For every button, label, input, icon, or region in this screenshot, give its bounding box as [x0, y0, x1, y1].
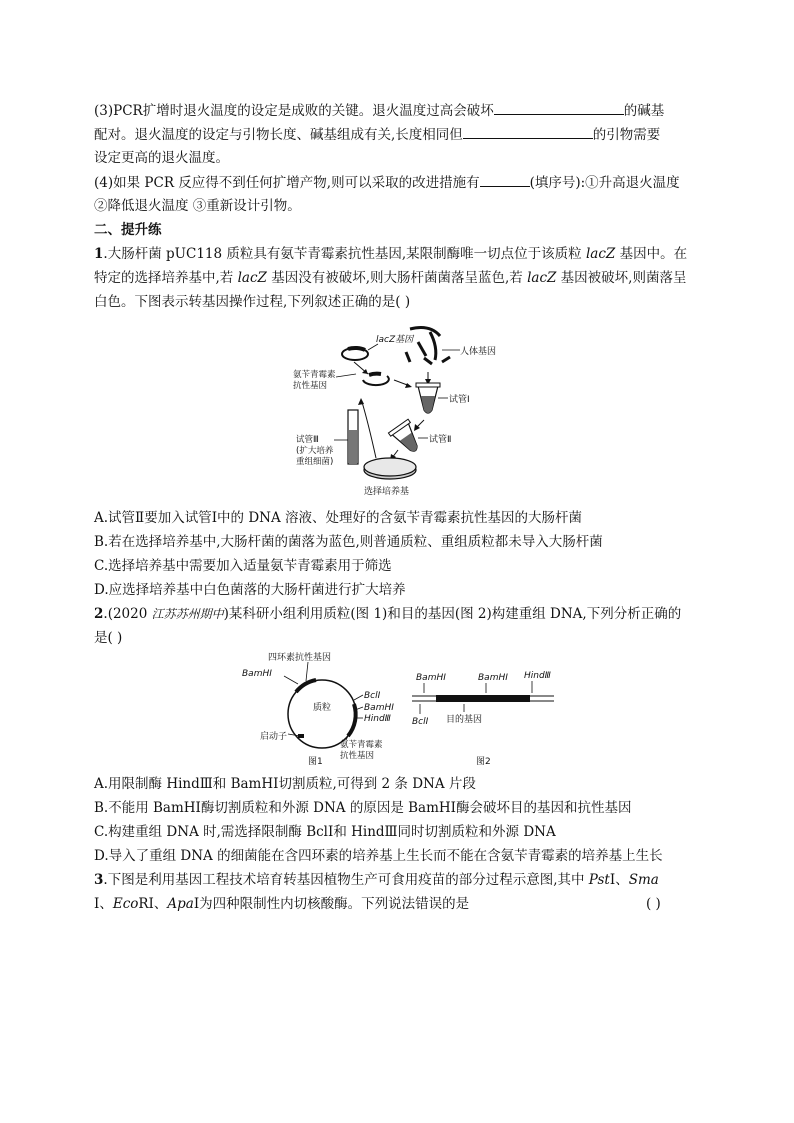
- p3-line-1: 3.下图是利用基因工程技术培育转基因植物生产可食用疫苗的部分过程示意图,其中 PstⅠ、Sma: [94, 872, 659, 888]
- tube-3-label-2: (扩大培养: [296, 446, 334, 456]
- cut-plasmid: [363, 376, 389, 385]
- p1-option-d[interactable]: D.应选择培养基中白色菌落的大肠杆菌进行扩大培养: [94, 582, 406, 598]
- answer-blank[interactable]: [494, 100, 624, 115]
- tube-2-label: 试管Ⅱ: [429, 435, 452, 445]
- q4-line-2: ②降低退火温度 ③重新设计引物。: [94, 198, 301, 214]
- target-gene-label: 目的基因: [446, 715, 483, 725]
- plasmid-label: 质粒: [313, 703, 332, 713]
- p3-answer-paren: ( ): [646, 896, 661, 912]
- fig1-caption: 图1: [308, 757, 323, 767]
- g-bcl1-label: BclⅠ: [412, 717, 429, 727]
- target-gene-segment: [436, 695, 530, 702]
- g-bamh1-b-label: BamHⅠ: [478, 673, 508, 683]
- lacz-label: lacZ基因: [376, 335, 414, 345]
- amp-label-1: 氨苄青霉素: [340, 740, 383, 750]
- tet-label: 四环素抗性基因: [268, 653, 332, 663]
- q3-line-3: 设定更高的退火温度。: [94, 150, 229, 166]
- human-gene-label: 人体基因: [460, 347, 497, 357]
- p1-option-a[interactable]: A.试管Ⅱ要加入试管Ⅰ中的 DNA 溶液、处理好的含氨苄青霉素抗性基因的大肠杆菌: [94, 510, 583, 526]
- tube-3-label-3: 重组细菌): [296, 457, 334, 467]
- p2-option-b[interactable]: B.不能用 BamHⅠ酶切割质粒和外源 DNA 的原因是 BamHⅠ酶会破坏目的基因和抗性基因: [94, 800, 632, 816]
- p2-option-d[interactable]: D.导入了重组 DNA 的细菌能在含四环素的培养基上生长而不能在含氨苄青霉素的培养基上生长: [94, 848, 663, 864]
- transgenic-process-figure: [290, 322, 520, 500]
- tube-1-label: 试管Ⅰ: [449, 395, 470, 405]
- human-dna-fragment: [410, 328, 440, 336]
- bcl1-label: BclⅠ: [364, 691, 381, 701]
- hind3-label: HindⅢ: [364, 714, 391, 724]
- p1-line-1: 1.大肠杆菌 pUC118 质粒具有氨苄青霉素抗性基因,某限制酶唯一切点位于该质粒 lacZ 基因中。在: [94, 246, 688, 262]
- q4-line-1: (4)如果 PCR 反应得不到任何扩增产物,则可以采取的改进措施有 (填序号):①升高退火温度: [94, 172, 680, 193]
- p1-line-2: 特定的选择培养基中,若 lacZ 基因没有被破坏,则大肠杆菌菌落呈蓝色,若 lacZ 基因被破坏,则菌落呈: [94, 270, 687, 286]
- p2-option-a[interactable]: A.用限制酶 HindⅢ和 BamHⅠ切割质粒,可得到 2 条 DNA 片段: [94, 776, 476, 792]
- section-title: 二、提升练: [94, 222, 162, 238]
- answer-blank[interactable]: [463, 124, 593, 139]
- fig2-caption: 图2: [476, 757, 491, 767]
- p2-line-1: 2.(2020 江苏苏州期中)某科研小组利用质粒(图 1)和目的基因(图 2)构建重组 DNA,下列分析正确的: [94, 606, 682, 622]
- plasmid-figure: [236, 648, 406, 768]
- amp-label-2: 抗性基因: [293, 381, 328, 391]
- q3-line-2: 配对。退火温度的设定与引物长度、碱基组成有关,长度相同但 的引物需要: [94, 124, 660, 145]
- p1-option-b[interactable]: B.若在选择培养基中,大肠杆菌的菌落为蓝色,则普通质粒、重组质粒都未导入大肠杆菌: [94, 534, 603, 550]
- p2-line-2: 是( ): [94, 630, 123, 646]
- p2-option-c[interactable]: C.构建重组 DNA 时,需选择限制酶 BclⅠ和 HindⅢ同时切割质粒和外源 DNA: [94, 824, 556, 840]
- answer-blank[interactable]: [480, 172, 530, 187]
- g-hind3-label: HindⅢ: [524, 671, 551, 681]
- p1-line-3: 白色。下图表示转基因操作过程,下列叙述正确的是( ): [94, 294, 411, 310]
- medium-label: 选择培养基: [364, 487, 410, 497]
- bamh1-right-label: BamHⅠ: [364, 703, 394, 713]
- target-gene-figure: [406, 668, 566, 768]
- amp-label-1: 氨苄青霉素: [293, 370, 336, 380]
- bamh1-left-label: BamHⅠ: [242, 669, 272, 679]
- p3-line-2: Ⅰ、EcoRⅠ、ApaⅠ为四种限制性内切核酸酶。下列说法错误的是: [94, 896, 470, 912]
- p1-option-c[interactable]: C.选择培养基中需要加入适量氨苄青霉素用于筛选: [94, 558, 392, 574]
- amp-label-2: 抗性基因: [340, 751, 375, 761]
- g-bamh1-a-label: BamHⅠ: [416, 673, 446, 683]
- promoter-label: 启动子: [260, 732, 288, 742]
- tube-3-label: 试管Ⅲ: [296, 435, 319, 445]
- q3-line-1: (3)PCR扩增时退火温度的设定是成败的关键。退火温度过高会破坏 的碱基: [94, 100, 664, 121]
